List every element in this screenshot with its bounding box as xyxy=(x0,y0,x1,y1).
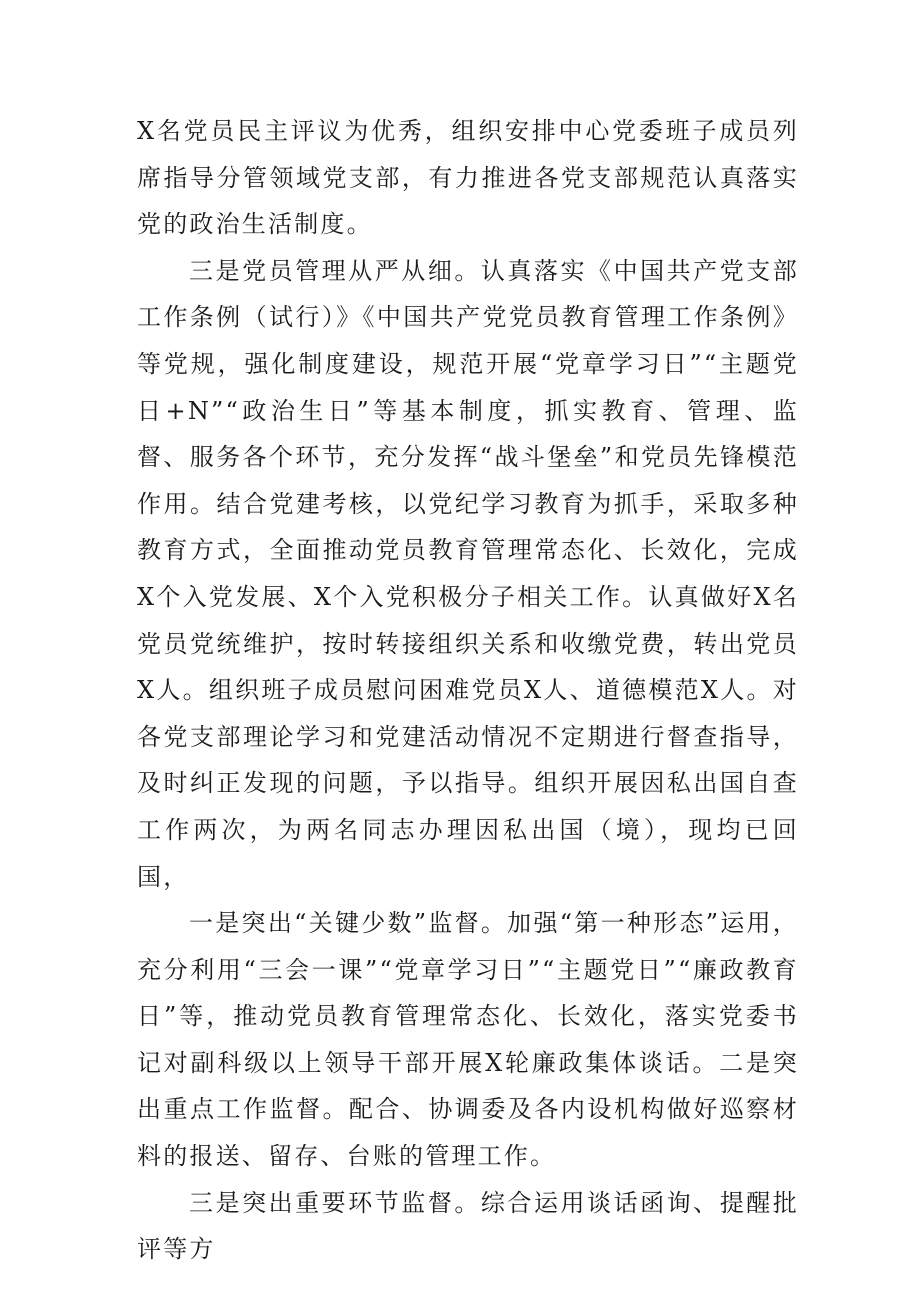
paragraph-4: 三是突出重要环节监督。综合运用谈话函询、提醒批评等方 xyxy=(137,1188,799,1264)
document-body xyxy=(137,108,799,1273)
paragraph-2: 三是党员管理从严从细。认真落实《中国共产党支部工作条例（试行）》《中国共产党党员教育管理工作条例》等党规，强化制度建设，规范开展“党章学习日”“主题党日+N”“政治生日”等基本制度，抓实教育、管理、监督、服务各个环节，充分发挥“战斗堡垒”和党员先锋模范作用。结合党建考核，以党纪学习教育为抓手，采取多种教育方式，全面推动党员教育管理常态化、长效化，完成X个入党发展、X个入党积极分子相关工作。认真做好X名党员党统维护，按时转接组织关系和收缴党费，转出党员X人。组织班子成员慰问困难党员X人、道德模范X人。对各党支部理论学习和党建活动情况不定期进行督查指导，及时纠正发现的问题，予以指导。组织开展因私出国自查工作两次，为两名同志办理因私出国（境），现均已回国， xyxy=(137,256,799,891)
paragraph-3: 一是突出“关键少数”监督。加强“第一种形态”运用，充分利用“三会一课”“党章学习日”“主题党日”“廉政教育日”等，推动党员教育管理常态化、长效化，落实党委书记对副科级以上领导干部开展X轮廉政集体谈话。二是突出重点工作监督。配合、协调委及各内设机构做好巡察材料的报送、留存、台账的管理工作。 xyxy=(137,909,799,1171)
paragraph-1: X名党员民主评议为优秀，组织安排中心党委班子成员列席指导分管领域党支部，有力推进各党支部规范认真落实党的政治生活制度。 xyxy=(137,117,799,239)
